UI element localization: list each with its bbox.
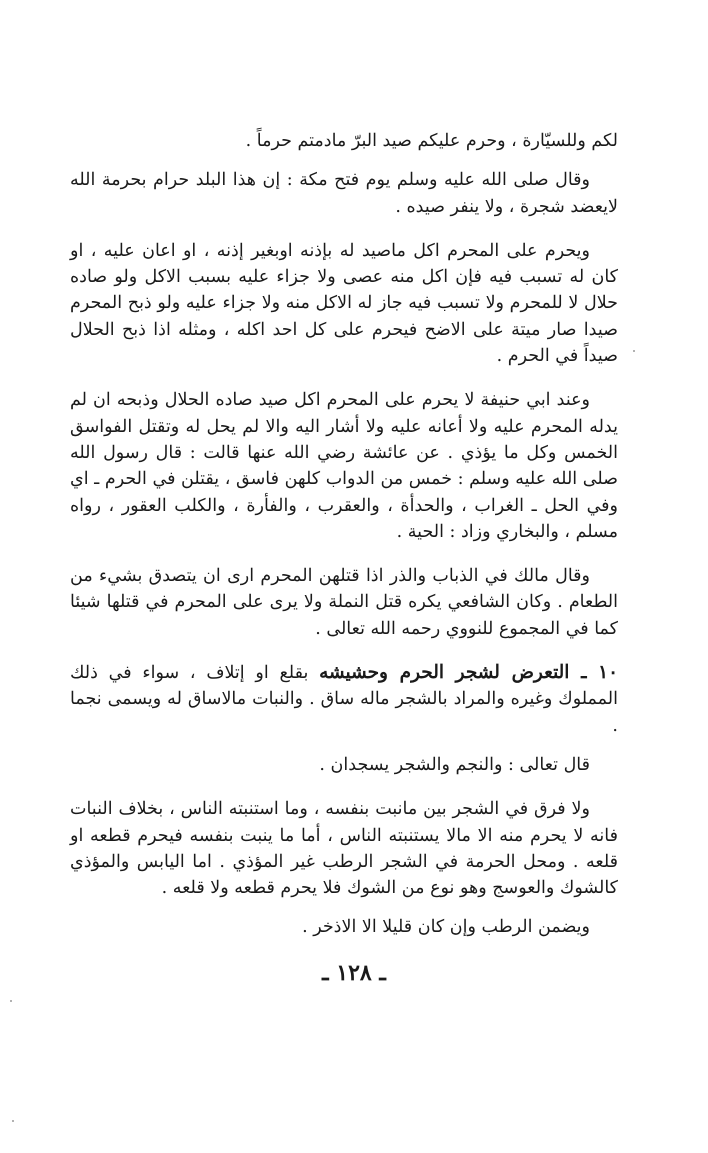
- paragraph-1: لكم وللسيّارة ، وحرم عليكم صيد البرّ مادمتم حرماً .: [245, 131, 618, 151]
- scan-speck: [633, 350, 635, 352]
- page-number: ـ ١٢٨ ـ: [322, 960, 386, 986]
- quran-verse: قال تعالى : والنجم والشجر يسجدان .: [319, 754, 590, 775]
- paragraph-3: ويحرم على المحرم اكل ماصيد له بإذنه اوبغير إذنه ، او اعان عليه ، او كان له تسبب فيه فإن اكل منه عصى ولا جزاء عليه بسبب الاكل ولو صاده حلال لا للمحرم ولا تسبب فيه جاز له الاكل منه ولا جزاء عليه ولو ذبح المحرم صيدا صار ميتة على الاضح فيحرم على كل احد اكله ، ومثله اذا ذبح الحلال صيداً في الحرم .: [70, 240, 618, 367]
- paragraph-6: ولا فرق في الشجر بين مانبت بنفسه ، وما استنبته الناس ، بخلاف النبات فانه لا يحرم منه الا مالا يستنبته الناس ، أما ما ينبت بنفسه فيحرم قطعه او قلعه . ومحل الحرمة في الشجر الرطب غير المؤذي . اما اليابس والمؤذي كالشوك والعوسج وهو نوع من الشوك فلا يحرم قطعه ولا قلعه .: [70, 799, 618, 899]
- paragraph-7: ويضمن الرطب وإن كان قليلا الا الاذخر .: [302, 917, 590, 938]
- scan-speck: [10, 1000, 12, 1002]
- section-text: بقلع او إتلاف ، سواء في ذلك المملوك وغيره والمراد بالشجر ماله ساق . والنبات مالاساق له ويسمى نجما .: [70, 663, 618, 736]
- paragraph-2: وقال صلى الله عليه وسلم يوم فتح مكة : إن هذا البلد حرام بحرمة الله لايعضد شجرة ، ولا ينفر صيده .: [70, 170, 618, 217]
- scan-speck: [12, 1120, 14, 1122]
- section-paragraph: [70, 660, 618, 739]
- page-body: [70, 128, 618, 941]
- paragraph-5: وقال مالك في الذباب والذر اذا قتلهن المحرم ارى ان يتصدق بشيء من الطعام . وكان الشافعي يكره قتل النملة ولا يرى على المحرم في قتلها شيئا كما في المجموع للنووي رحمه الله تعالى .: [70, 566, 618, 639]
- section-heading: ١٠ ـ التعرض لشجر الحرم وحشيشه: [319, 662, 619, 684]
- paragraph-4: وعند ابي حنيفة لا يحرم على المحرم اكل صيد صاده الحلال وذبحه ان لم يدله المحرم عليه ولا أعانه عليه ولا أشار اليه والا لم يحل له وتقتل الفواسق الخمس وكل ما يؤذي . عن عائشة رضي الله عنها قالت : قال رسول الله صلى الله عليه وسلم : خمس من الدواب كلهن فاسق ، يقتلن في الحرم ـ اي وفي الحل ـ الغراب ، والحدأة ، والعقرب ، والفأرة ، والكلب العقور ، رواه مسلم ، والبخاري وزاد : الحية .: [70, 390, 618, 542]
